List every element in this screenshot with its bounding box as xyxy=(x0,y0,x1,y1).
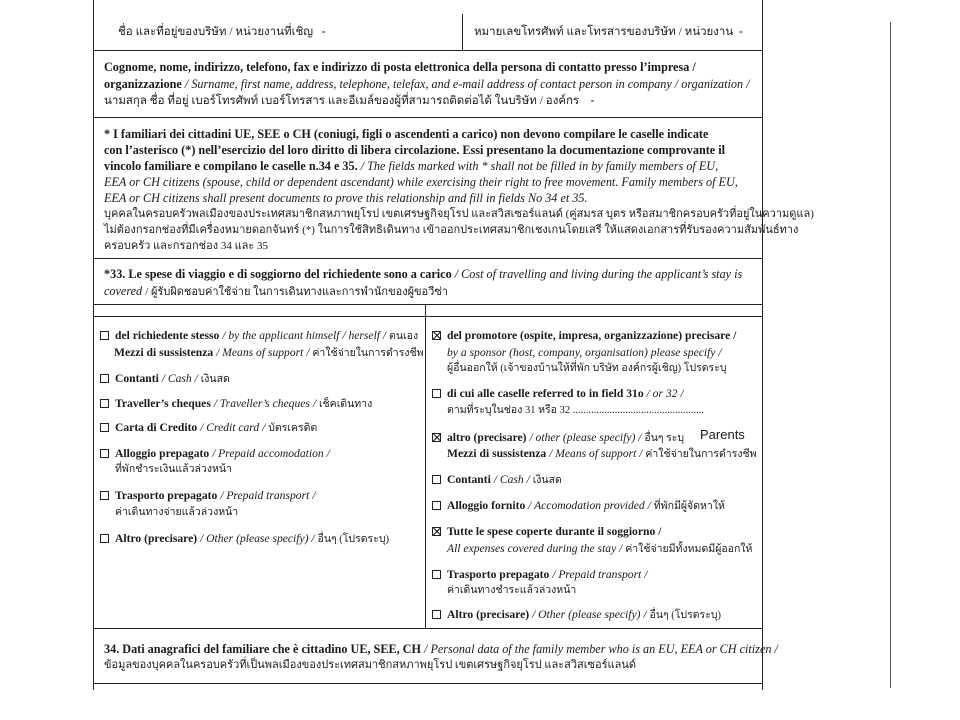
top-row-divider xyxy=(462,14,463,50)
option-left-cash[interactable]: Contanti / Cash / เงินสด xyxy=(100,371,230,388)
company-phone-value[interactable]: - xyxy=(738,26,743,38)
family-note-line4: EEA or CH citizens (spouse, child or dependent ascendant) while exercising their right to free movement. Family members of EU, xyxy=(104,175,738,189)
family-note-thai1: บุคคลในครอบครัวพลเมืองของประเทศสมาชิกสหภาพยุโรป เขตเศรษฐกิจยุโรป และสวิสเซอร์แลนด์ (คู่สมรส บุตร หรือสมาชิกครอบครัวที่อยู่ในความดูแล) xyxy=(104,208,814,220)
company-name-label: ชื่อ และที่อยู่ของบริษัท / หน่วยงานที่เชิญ - xyxy=(118,26,326,38)
contact-heading-line2: organizzazione / Surname, first name, address, telephone, telefax, and e-mail address of contact person in company / organization / xyxy=(104,77,750,91)
checkbox-all-expenses[interactable] xyxy=(432,527,441,536)
q34-bottom-line xyxy=(93,683,763,684)
q33-heading-line2: covered / ผู้รับผิดชอบค่าใช้จ่าย ในการเดินทางและการพำนักของผู้ขอวีซ่า xyxy=(104,284,448,298)
checkbox-applicant[interactable] xyxy=(100,331,109,340)
checkbox-left-credit-card[interactable] xyxy=(100,423,109,432)
page-edge-line xyxy=(890,22,891,688)
option-left-other[interactable]: Altro (precisare) / Other (please specify) / อื่นๆ (โปรดระบุ) xyxy=(100,531,389,548)
option-left-travellers-cheques[interactable]: Traveller’s cheques / Traveller’s cheques / เช็คเดินทาง xyxy=(100,396,372,413)
left-means-of-support: Mezzi di sussistenza / Means of support / ค่าใช้จ่ายในการดำรงชีพ xyxy=(114,346,424,359)
q33-options-bottom-line xyxy=(93,628,763,629)
checkbox-other-specify[interactable] xyxy=(432,433,441,442)
option-right-prepaid-transport[interactable]: Trasporto prepagato / Prepaid transport / xyxy=(432,567,647,583)
family-note-line5: EEA or CH citizens shall present documents to prove this relationship and fill in fields No 34 et 35. xyxy=(104,191,588,205)
checkbox-left-other[interactable] xyxy=(100,534,109,543)
family-note-thai3: ครอบครัว และกรอกช่อง 34 และ 35 xyxy=(104,240,269,252)
company-name-value[interactable]: - xyxy=(321,26,326,38)
option-right-other[interactable]: Altro (precisare) / Other (please specify) / อื่นๆ (โปรดระบุ) xyxy=(432,607,721,624)
checkbox-right-other[interactable] xyxy=(432,610,441,619)
handwritten-parents[interactable]: Parents xyxy=(700,427,745,442)
option-left-prepaid-accommodation[interactable]: Alloggio prepagato / Prepaid accomodation / xyxy=(100,446,330,462)
contact-thai-label: นามสกุล ชื่อ ที่อยู่ เบอร์โทรศัพท์ เบอร์โทรสาร และอีเมล์ของผู้ที่สามารถติดต่อได้ ในบริษัท / องค์กร - xyxy=(104,95,595,107)
family-note-thai2: ไม่ต้องกรอกช่องที่มีเครื่องหมายดอกจันทร์ (*) ในการใช้สิทธิเดินทาง เข้าออกประเทศสมาชิกเชงเกนโดยเสรี ให้แสดงเอกสารที่รับรองความสัมพันธ์ทาง xyxy=(104,224,799,236)
option-left-prepaid-transport[interactable]: Trasporto prepagato / Prepaid transport / xyxy=(100,488,315,504)
checkbox-left-prepaid-accommodation[interactable] xyxy=(100,449,109,458)
form-right-border xyxy=(762,0,763,690)
family-note-line3: vincolo familiare e compilano le caselle n.34 e 35. / The fields marked with * shall not be filled in by family members of EU, xyxy=(104,159,719,173)
option-other-specify[interactable]: altro (precisare) / other (please specify) / อื่นๆ ระบุ xyxy=(432,430,684,447)
option-sponsor-thai: ผู้อื่นออกให้ (เจ้าของบ้านให้ที่พัก บริษัท องค์กรผู้เชิญ) โปรดระบุ xyxy=(447,363,727,374)
option-sponsor-italic: by a sponsor (host, company, organisation) please specify / xyxy=(447,346,722,359)
top-row-bottom-line xyxy=(93,50,763,51)
family-note-line2: con l’asterisco (*) nell’esercizio del loro diritto di libera circolazione. Essi presentano la documentazione comprovante il xyxy=(104,143,726,157)
option-all-expenses-line2: All expenses covered during the stay / ค่าใช้จ่ายมีทั้งหมดมีผู้ออกให้ xyxy=(447,542,753,555)
note-bottom-line xyxy=(93,258,763,259)
family-note-line1: * I familiari dei cittadini UE, SEE o CH (coniugi, figli o ascendenti a carico) non devono compilare le caselle indicate xyxy=(104,127,709,141)
q33-bottom-line xyxy=(93,304,763,305)
q33-heading: *33. Le spese di viaggio e di soggiorno del richiedente sono a carico / Cost of travelling and living during the applicant’s stay is xyxy=(104,267,743,281)
option-left-prepaid-transport-thai: ค่าเดินทางจ่ายแล้วล่วงหน้า xyxy=(115,507,239,518)
referred-fields-dotted-line[interactable]: .................................................. xyxy=(572,405,704,416)
option-sponsor[interactable]: del promotore (ospite, impresa, organizzazione) precisare / xyxy=(432,328,736,344)
checkbox-right-cash[interactable] xyxy=(432,475,441,484)
option-applicant[interactable]: del richiedente stesso / by the applicant himself / herself / ตนเอง xyxy=(100,328,418,345)
option-right-prepaid-transport-thai: ค่าเดินทางชำระแล้วล่วงหน้า xyxy=(447,585,577,596)
option-all-expenses[interactable]: Tutte le spese coperte durante il soggiorno / xyxy=(432,524,661,540)
checkbox-sponsor[interactable] xyxy=(432,331,441,340)
checkbox-left-cash[interactable] xyxy=(100,374,109,383)
right-means-of-support: Mezzi di sussistenza / Means of support / ค่าใช้จ่ายในการดำรงชีพ xyxy=(447,447,757,460)
q33-column-divider xyxy=(425,304,426,628)
checkbox-referred-fields[interactable] xyxy=(432,389,441,398)
checkbox-right-prepaid-transport[interactable] xyxy=(432,570,441,579)
q33-sub-line xyxy=(93,316,763,317)
checkbox-left-travellers-cheques[interactable] xyxy=(100,399,109,408)
option-left-prepaid-accommodation-thai: ที่พักชำระเงินแล้วล่วงหน้า xyxy=(115,464,232,475)
checkbox-accommodation-provided[interactable] xyxy=(432,501,441,510)
company-phone-label: หมายเลขโทรศัพท์ และโทรสารของบริษัท / หน่วยงาน - xyxy=(474,26,743,38)
option-right-cash[interactable]: Contanti / Cash / เงินสด xyxy=(432,472,562,489)
option-accommodation-provided[interactable]: Alloggio fornito / Accomodation provided / ที่พักมีผู้จัดหาให้ xyxy=(432,498,725,515)
form-left-border xyxy=(93,0,94,690)
option-left-credit-card[interactable]: Carta di Credito / Credit card / บัตรเครดิต xyxy=(100,420,317,437)
contact-person-value[interactable]: - xyxy=(590,95,595,107)
q34-thai: ข้อมูลของบุคคลในครอบครัวที่เป็นพลเมืองของประเทศสมาชิกสหภาพยุโรป เขตเศรษฐกิจยุโรป และสวิสเซอร์แลนด์ xyxy=(104,659,637,671)
contact-bottom-line xyxy=(93,117,763,118)
contact-heading: Cognome, nome, indirizzo, telefono, fax e indirizzo di posta elettronica della persona di contatto presso l’impresa / xyxy=(104,60,696,74)
q34-heading: 34. Dati anagrafici del familiare che è cittadino UE, SEE, CH / Personal data of the family member who is an EU, EEA or CH citizen / xyxy=(104,642,778,656)
option-referred-fields[interactable]: di cui alle caselle referred to in field 31o / or 32 / xyxy=(432,386,684,402)
checkbox-left-prepaid-transport[interactable] xyxy=(100,491,109,500)
option-referred-fields-thai: ตามที่ระบุในช่อง 31 หรือ 32 .................................................. xyxy=(447,405,704,416)
